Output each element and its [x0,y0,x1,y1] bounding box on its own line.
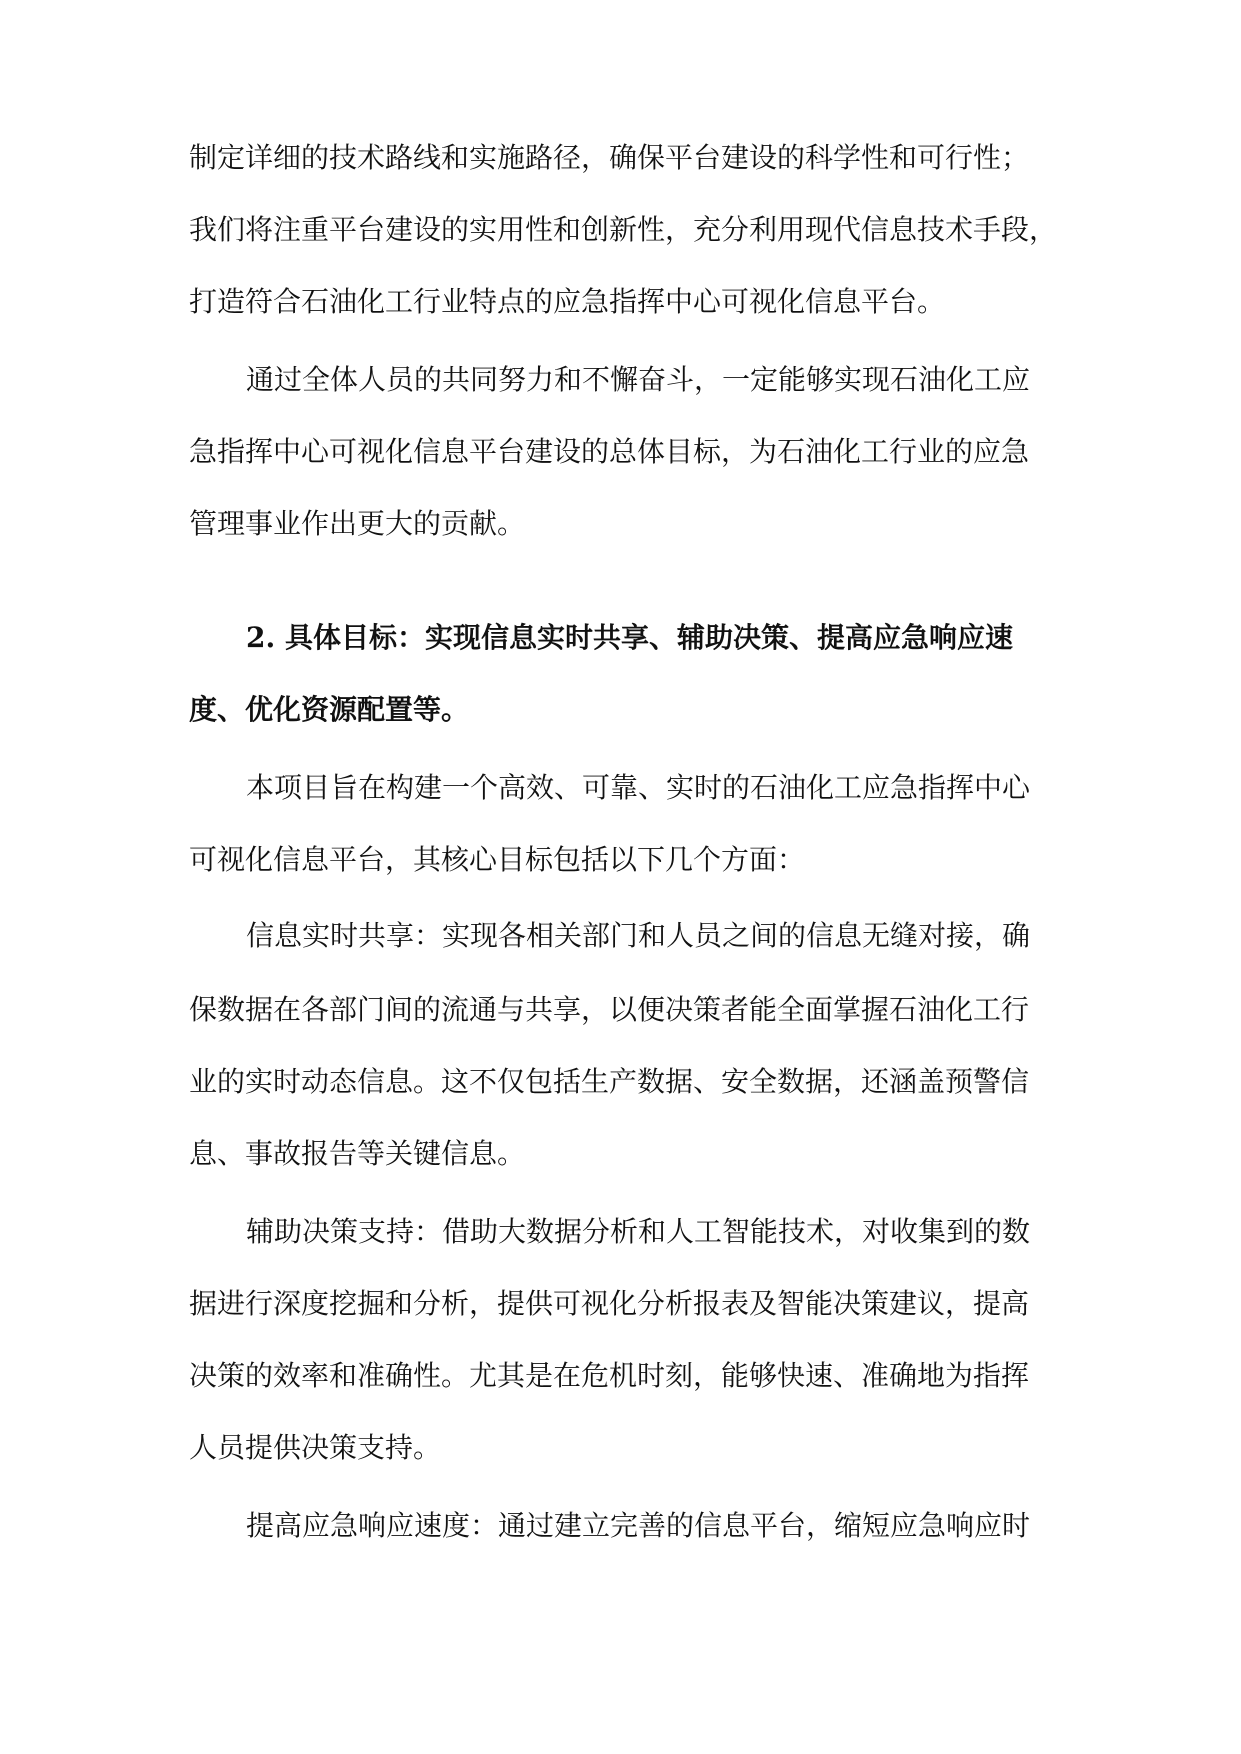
body-text-line: 急指挥中心可视化信息平台建设的总体目标，为石油化工行业的应急 [189,435,1030,468]
section-heading: 2. 具体目标：实现信息实时共享、辅助决策、提高应急响应速 [246,621,1013,654]
body-text-line: 决策的效率和准确性。尤其是在危机时刻，能够快速、准确地为指挥 [189,1359,1030,1392]
paragraph-first-line: 信息实时共享：实现各相关部门和人员之间的信息无缝对接，确 [246,919,1031,952]
section-heading-continuation: 度、优化资源配置等。 [189,693,470,726]
body-text-line: 打造符合石油化工行业特点的应急指挥中心可视化信息平台。 [189,285,946,318]
paragraph-first-line: 辅助决策支持：借助大数据分析和人工智能技术，对收集到的数 [246,1215,1031,1248]
body-text-line: 管理事业作出更大的贡献。 [189,507,526,540]
paragraph-first-line: 本项目旨在构建一个高效、可靠、实时的石油化工应急指挥中心 [246,771,1031,804]
body-text-line: 我们将注重平台建设的实用性和创新性，充分利用现代信息技术手段， [189,213,1058,246]
body-text-line: 制定详细的技术路线和实施路径，确保平台建设的科学性和可行性； [189,141,1030,174]
body-text-line: 可视化信息平台，其核心目标包括以下几个方面： [189,843,806,876]
body-text-line: 息、事故报告等关键信息。 [189,1137,526,1170]
body-text-line: 业的实时动态信息。这不仅包括生产数据、安全数据，还涵盖预警信 [189,1065,1030,1098]
body-text-line: 据进行深度挖掘和分析，提供可视化分析报表及智能决策建议，提高 [189,1287,1030,1320]
paragraph-first-line: 提高应急响应速度：通过建立完善的信息平台，缩短应急响应时 [246,1509,1031,1542]
body-text-line: 保数据在各部门间的流通与共享，以便决策者能全面掌握石油化工行 [189,993,1030,1026]
body-text-line: 人员提供决策支持。 [189,1431,442,1464]
paragraph-first-line: 通过全体人员的共同努力和不懈奋斗，一定能够实现石油化工应 [246,363,1031,396]
